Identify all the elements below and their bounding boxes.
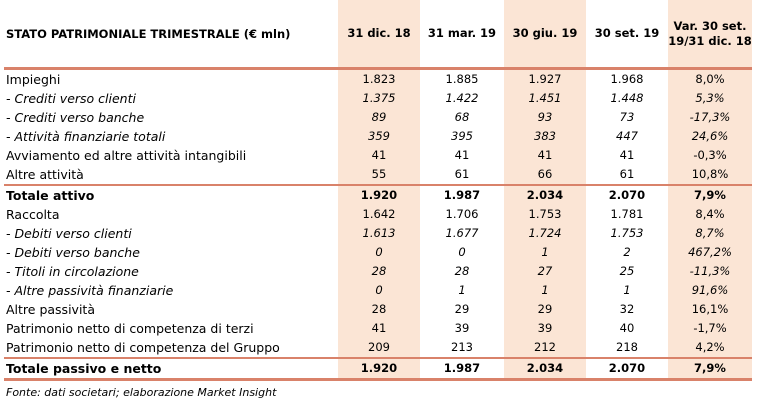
cell-value: 1.422 — [445, 91, 479, 105]
cell-value: 93 — [504, 108, 586, 127]
cell-value: 55 — [338, 165, 420, 185]
cell-value: 5,3% — [668, 89, 752, 108]
table-row — [4, 89, 752, 108]
cell-value: 1 — [458, 283, 466, 297]
cell-value: 1.724 — [504, 224, 586, 243]
cell-value: 28 — [338, 300, 420, 319]
cell-value: 89 — [338, 108, 420, 127]
row-label: - Crediti verso banche — [6, 110, 145, 125]
cell-value: 1 — [504, 243, 586, 262]
cell-value: 8,4% — [668, 205, 752, 224]
column-header-variation: Var. 30 set. 19/31 dic. 18 — [668, 0, 752, 69]
cell-value: 1.987 — [420, 185, 504, 205]
row-label: Raccolta — [6, 207, 60, 222]
cell-value: 7,9% — [668, 185, 752, 205]
cell-value: 68 — [454, 110, 470, 124]
table-row — [4, 262, 752, 281]
row-label: Altre passività — [6, 302, 95, 317]
table-title: STATO PATRIMONIALE TRIMESTRALE (€ mln) — [6, 26, 291, 41]
cell-value: 1.823 — [338, 69, 420, 90]
cell-value: 16,1% — [668, 300, 752, 319]
table-row — [4, 185, 752, 205]
table-row — [4, 300, 752, 319]
cell-value: 1.987 — [420, 358, 504, 380]
column-header-31-mar-19: 31 mar. 19 — [427, 26, 497, 40]
cell-value: -11,3% — [668, 262, 752, 281]
cell-value: 41 — [454, 148, 470, 162]
table-body — [4, 69, 752, 380]
cell-value: 383 — [504, 127, 586, 146]
cell-value: 4,2% — [668, 338, 752, 358]
row-label: Patrimonio netto di competenza del Gruppo — [6, 340, 280, 355]
table-row — [4, 281, 752, 300]
cell-value: -0,3% — [668, 146, 752, 165]
cell-value: 1.706 — [445, 207, 479, 221]
row-label: Totale passivo e netto — [4, 358, 338, 380]
cell-value: 8,0% — [668, 69, 752, 90]
cell-value: 7,9% — [668, 358, 752, 380]
cell-value: 41 — [338, 146, 420, 165]
column-header-30-giu-19: 30 giu. 19 — [504, 0, 586, 69]
cell-value: 213 — [451, 340, 473, 354]
table-row — [4, 146, 752, 165]
cell-value: 218 — [616, 340, 638, 354]
table-row — [4, 243, 752, 262]
cell-value: 29 — [454, 302, 470, 316]
table-row — [4, 205, 752, 224]
cell-value: 1.920 — [338, 358, 420, 380]
row-label: - Attività finanziarie totali — [6, 129, 166, 144]
cell-value: 2.070 — [586, 185, 668, 205]
cell-value: 0 — [338, 243, 420, 262]
row-label: - Crediti verso clienti — [6, 91, 136, 106]
cell-value: 1.448 — [610, 91, 644, 105]
balance-sheet — [4, 0, 756, 399]
cell-value: 1.677 — [445, 226, 479, 240]
cell-value: 25 — [619, 264, 635, 278]
cell-value: 10,8% — [668, 165, 752, 185]
cell-value: 41 — [619, 148, 635, 162]
cell-value: 27 — [504, 262, 586, 281]
cell-value: 2.034 — [504, 358, 586, 380]
row-label: - Titoli in circolazione — [6, 264, 139, 279]
cell-value: 0 — [338, 281, 420, 300]
cell-value: 1.968 — [610, 72, 644, 86]
table-row — [4, 358, 752, 380]
cell-value: 1.920 — [338, 185, 420, 205]
cell-value: 1.781 — [610, 207, 644, 221]
cell-value: 2.070 — [586, 358, 668, 380]
cell-value: 91,6% — [668, 281, 752, 300]
cell-value: 1 — [623, 283, 631, 297]
table-header-row — [4, 0, 752, 69]
cell-value: 1.642 — [338, 205, 420, 224]
cell-value: 447 — [616, 129, 638, 143]
cell-value: 209 — [338, 338, 420, 358]
cell-value: 1 — [504, 281, 586, 300]
cell-value: 212 — [504, 338, 586, 358]
cell-value: 359 — [338, 127, 420, 146]
cell-value: 0 — [458, 245, 466, 259]
cell-value: 2 — [623, 245, 631, 259]
table-row — [4, 108, 752, 127]
cell-value: 8,7% — [668, 224, 752, 243]
cell-value: 73 — [619, 110, 635, 124]
row-label: - Debiti verso clienti — [6, 226, 132, 241]
cell-value: 28 — [338, 262, 420, 281]
cell-value: 39 — [504, 319, 586, 338]
row-label: Altre attività — [6, 167, 84, 182]
cell-value: 1.753 — [610, 226, 644, 240]
cell-value: 28 — [454, 264, 470, 278]
cell-value: -17,3% — [668, 108, 752, 127]
cell-value: 41 — [504, 146, 586, 165]
cell-value: 39 — [454, 321, 470, 335]
cell-value: 61 — [619, 167, 635, 181]
cell-value: 1.451 — [504, 89, 586, 108]
cell-value: 61 — [454, 167, 470, 181]
cell-value: -1,7% — [668, 319, 752, 338]
row-label: - Altre passività finanziarie — [6, 283, 174, 298]
row-label: Patrimonio netto di competenza di terzi — [6, 321, 254, 336]
row-label: Impieghi — [6, 72, 61, 87]
cell-value: 66 — [504, 165, 586, 185]
cell-value: 1.753 — [504, 205, 586, 224]
table-row — [4, 69, 752, 90]
table-row — [4, 319, 752, 338]
cell-value: 24,6% — [668, 127, 752, 146]
cell-value: 395 — [451, 129, 473, 143]
cell-value: 32 — [619, 302, 635, 316]
column-header-30-set-19: 30 set. 19 — [594, 26, 660, 40]
cell-value: 29 — [504, 300, 586, 319]
cell-value: 467,2% — [668, 243, 752, 262]
row-label: Totale attivo — [4, 185, 338, 205]
source-note: Fonte: dati societari; elaborazione Market Insight — [6, 386, 277, 399]
cell-value: 1.375 — [338, 89, 420, 108]
table-row — [4, 224, 752, 243]
cell-value: 1.885 — [445, 72, 479, 86]
table-row — [4, 338, 752, 358]
row-label: - Debiti verso banche — [6, 245, 140, 260]
table-row — [4, 127, 752, 146]
table-row — [4, 165, 752, 185]
cell-value: 1.613 — [338, 224, 420, 243]
cell-value: 1.927 — [504, 69, 586, 90]
cell-value: 40 — [619, 321, 635, 335]
row-label: Avviamento ed altre attività intangibili — [6, 148, 247, 163]
column-header-31-dic-18: 31 dic. 18 — [338, 0, 420, 69]
balance-sheet-table — [4, 0, 752, 381]
cell-value: 2.034 — [504, 185, 586, 205]
cell-value: 41 — [338, 319, 420, 338]
